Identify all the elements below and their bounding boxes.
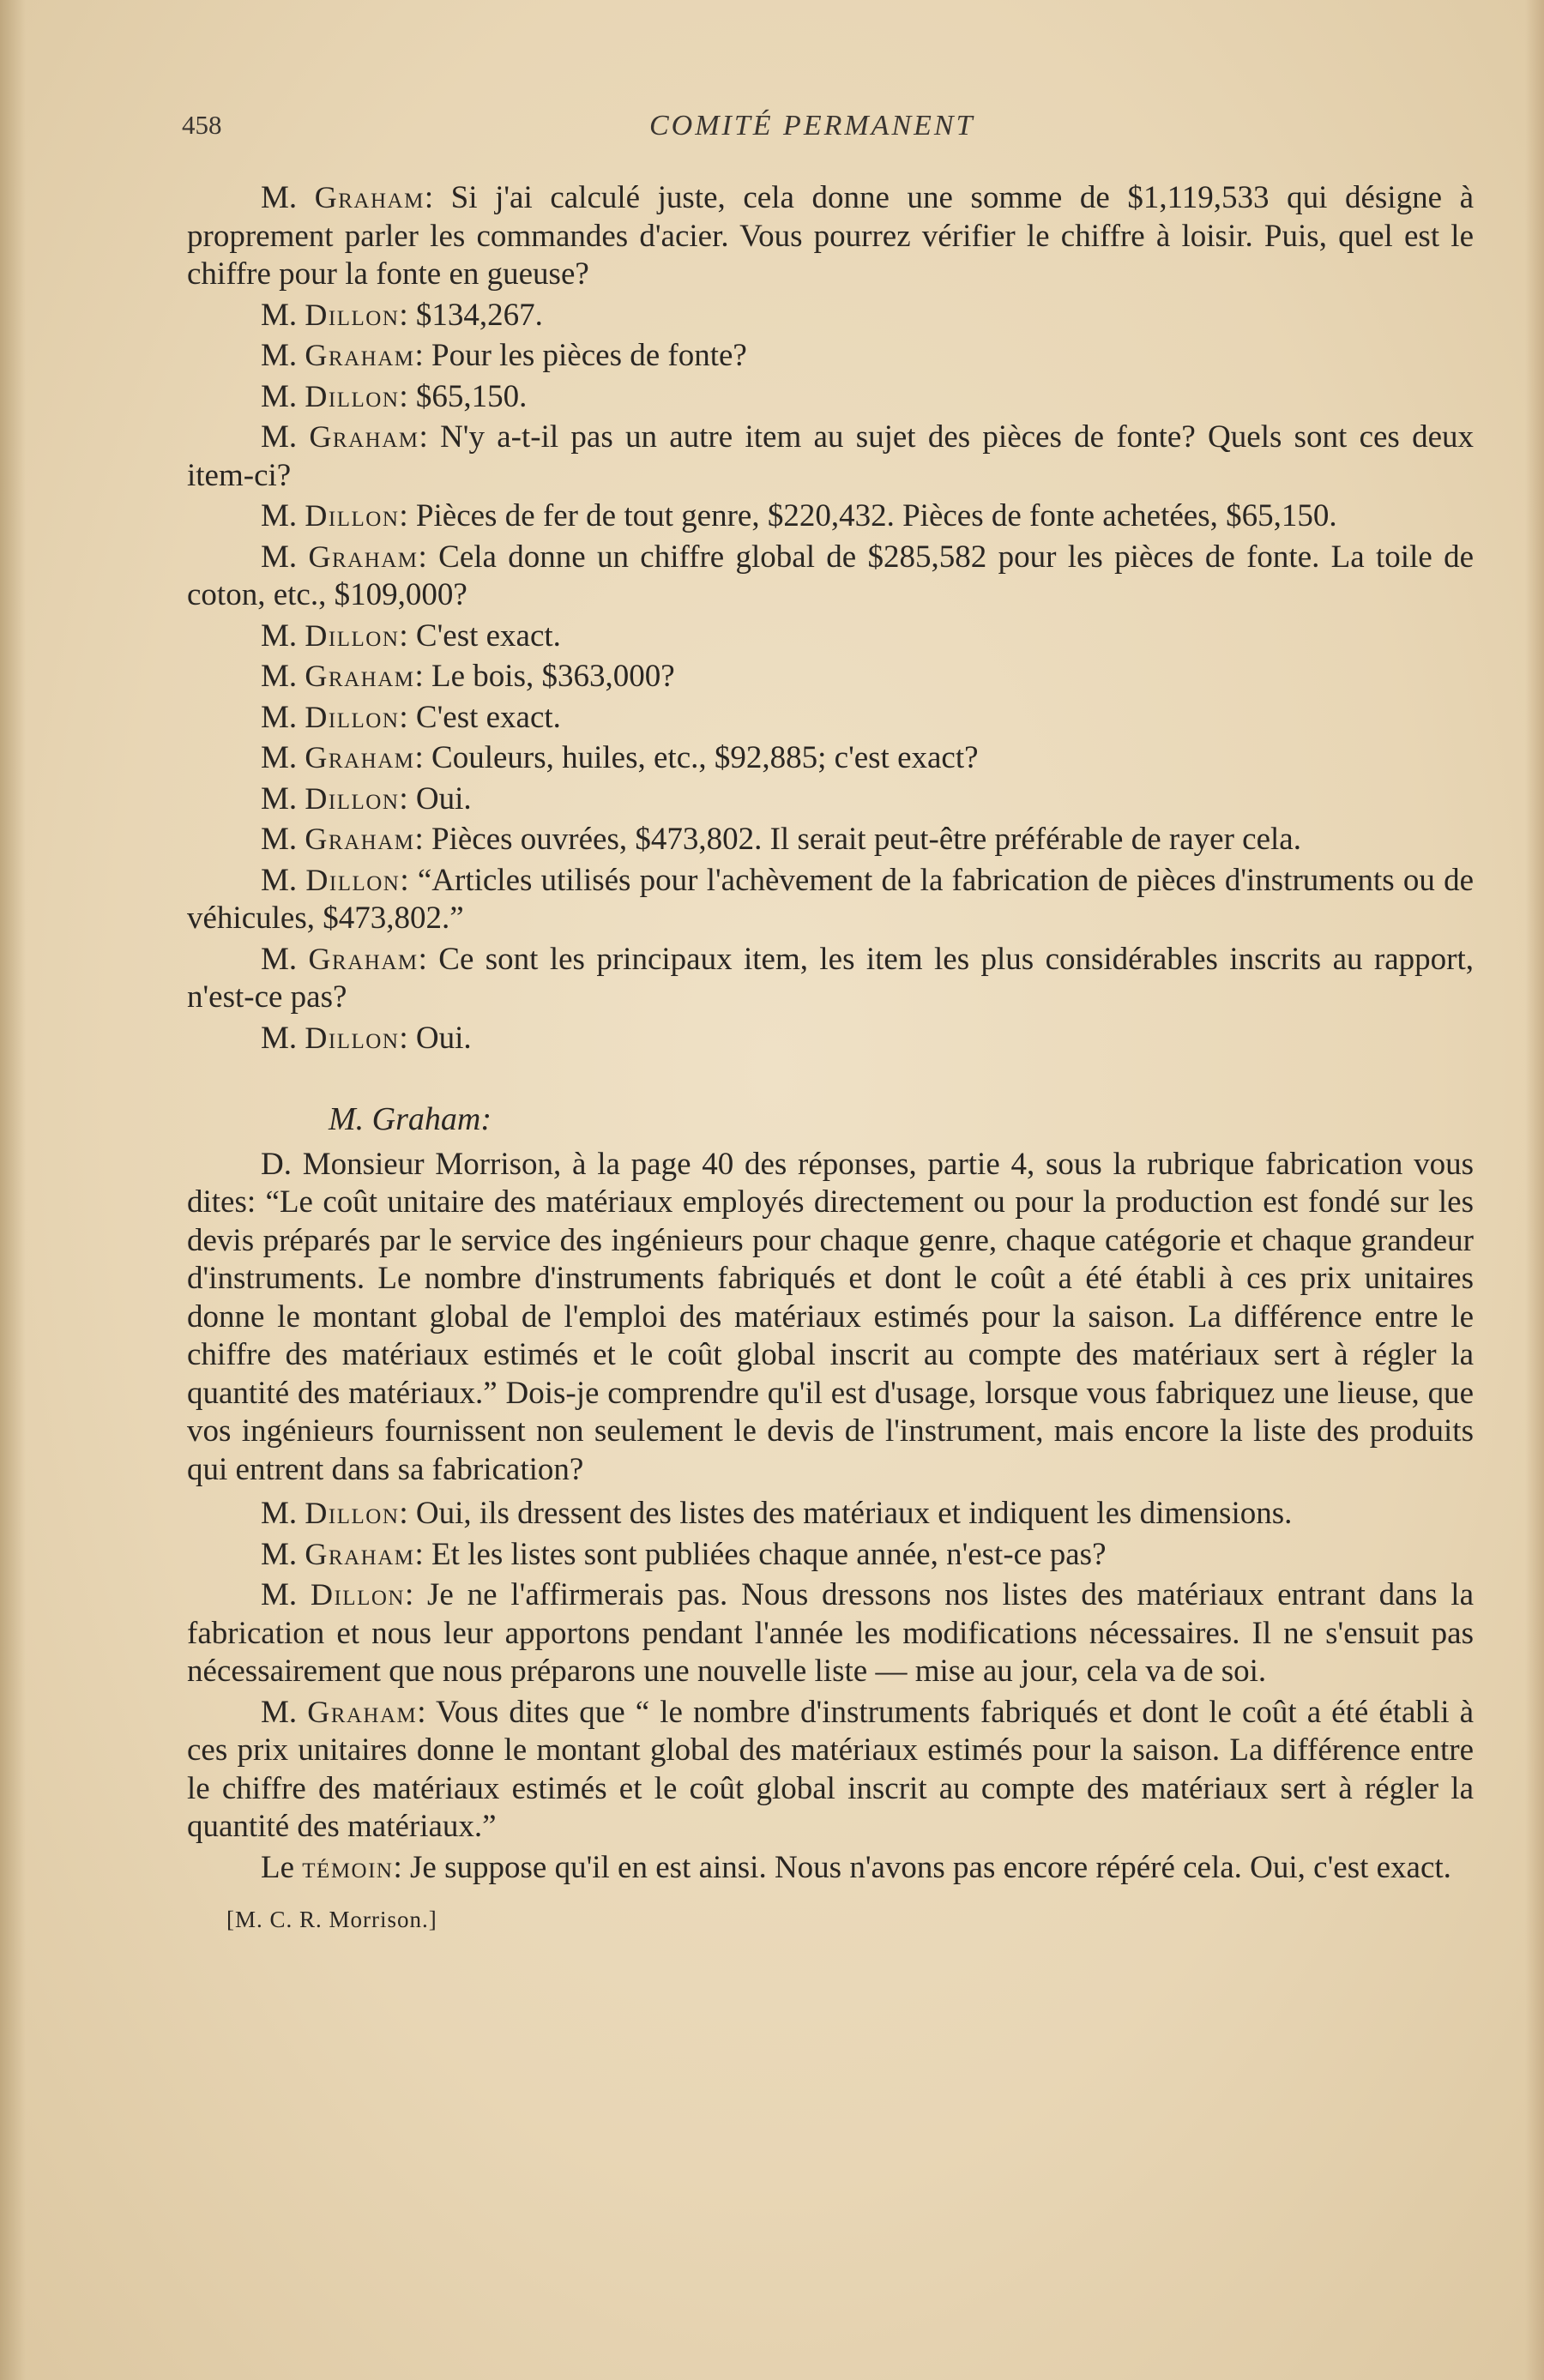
dialogue-line: M. Dillon: Oui.: [261, 780, 472, 816]
speaker-name: Graham: [305, 740, 415, 774]
speaker-name: Graham: [307, 1694, 418, 1729]
question-paragraph: D. Monsieur Morrison, à la page 40 des réponses, partie 4, sous la rubrique fabrication vous dites: “Le coût unitaire des matériaux employés directement ou pour la production est fondé sur les devis préparés par le service des ingénieurs pour chaque genre, chaque catégorie et chaque grandeur d'instruments. Le nombre d'instruments fabriqués et dont le coût a été établi à ces prix unitaires donne le montant global de l'emploi des matériaux estimés pour la saison. La différence entre le chiffre des matériaux estimés et le coût global inscrit au compte des matériaux sert à régler la quantité des matériaux.” Dois-je comprendre qu'il est d'usage, lorsque vous fabriquez une lieuse, que vos ingénieurs fournissent non seulement le devis de l'instrument, mais encore la liste des produits qui entrent dans sa fabrication?: [187, 1146, 1474, 1487]
dialogue-line: M. Graham: Cela donne un chiffre global de $285,582 pour les pièces de fonte. La toile de coton, etc., $109,000?: [187, 539, 1475, 612]
dialogue-line: M. Dillon: Oui, ils dressent des listes des matériaux et indiquent les dimensions.: [261, 1496, 1293, 1531]
dialogue-line: M. Dillon: C'est exact.: [261, 699, 561, 735]
speaker-name: Graham: [305, 659, 415, 693]
speaker-name: Dillon: [305, 378, 400, 413]
speaker-name: Graham: [309, 419, 419, 454]
speaker-name: Dillon: [305, 297, 400, 332]
page-number: 458: [182, 110, 222, 140]
speaker-name: Dillon: [305, 780, 400, 816]
speaker-name: Graham: [305, 1536, 415, 1571]
dialogue-section-1: [187, 178, 1474, 1057]
dialogue-line: M. Graham: Et les listes sont publiées chaque année, n'est-ce pas?: [261, 1536, 1107, 1572]
speaker-name: Graham: [308, 539, 419, 574]
speaker-name: Graham: [305, 338, 415, 372]
dialogue-line: M. Graham: Si j'ai calculé juste, cela donne une somme de $1,119,533 qui désigne à proprement parler les commandes d'acier. Vous pourrez vérifier le chiffre à loisir. Puis, quel est le chiffre pour la fonte en gueuse?: [187, 180, 1475, 292]
speaker-name: Dillon: [305, 1020, 400, 1055]
dialogue-line: M. Dillon: $134,267.: [261, 297, 543, 333]
speaker-name: témoin: [302, 1849, 394, 1884]
dialogue-line: M. Graham: N'y a-t-il pas un autre item au sujet des pièces de fonte? Quels sont ces deux item-ci?: [187, 419, 1475, 493]
speaker-name: Graham: [314, 180, 425, 214]
running-title: COMITÉ PERMANENT: [649, 110, 975, 142]
dialogue-line: M. Dillon: Je ne l'affirmerais pas. Nous dressons nos listes des matériaux entrant dans la fabrication et nous leur apportons pendant l'année les modifications nécessaires. Il ne s'ensuit pas nécessairement que nous préparons une nouvelle liste — mise au jour, cela va de soi.: [187, 1577, 1475, 1689]
speaker-name: Dillon: [305, 699, 400, 734]
dialogue-line: M. Graham: Le bois, $363,000?: [261, 659, 675, 694]
dialogue-line: M. Graham: Couleurs, huiles, etc., $92,885; c'est exact?: [261, 740, 979, 775]
page-body: [187, 178, 1474, 1939]
speaker-name: Dillon: [305, 498, 400, 533]
dialogue-line: M. Dillon: “Articles utilisés pour l'achèvement de la fabrication de pièces d'instruments ou de véhicules, $473,802.”: [187, 862, 1475, 936]
dialogue-line: M. Graham: Pièces ouvrées, $473,802. Il serait peut-être préférable de rayer cela.: [261, 822, 1301, 857]
speaker-name: Graham: [308, 941, 419, 976]
dialogue-line: M. Graham: Ce sont les principaux item, les item les plus considérables inscrits au rapport, n'est-ce pas?: [187, 941, 1474, 1015]
dialogue-section-2: [187, 1494, 1474, 1887]
examiner-subheading: M. Graham:: [329, 1101, 492, 1137]
speaker-name: Dillon: [305, 618, 400, 653]
witness-note: [M. C. R. Morrison.]: [226, 1907, 437, 1932]
speaker-name: Graham: [305, 822, 415, 856]
page-header: [182, 110, 1469, 153]
dialogue-line: M. Graham: Vous dites que “ le nombre d'instruments fabriqués et dont le coût a été établi à ces prix unitaires donne le montant global des matériaux estimés pour la saison. La différence entre le chiffre des matériaux estimés et le coût global inscrit au compte des matériaux sert à régler la quantité des matériaux.”: [187, 1694, 1474, 1844]
speaker-name: Dillon: [305, 862, 401, 897]
dialogue-line: M. Dillon: Oui.: [261, 1020, 472, 1056]
dialogue-line: M. Graham: Pour les pièces de fonte?: [261, 338, 747, 373]
dialogue-line: M. Dillon: C'est exact.: [261, 618, 561, 654]
dialogue-line: M. Dillon: Pièces de fer de tout genre, $220,432. Pièces de fonte achetées, $65,150.: [261, 498, 1337, 533]
dialogue-line: Le témoin: Je suppose qu'il en est ainsi. Nous n'avons pas encore répéré cela. Oui, c'est exact.: [261, 1849, 1451, 1885]
speaker-name: Dillon: [305, 1496, 400, 1530]
speaker-name: Dillon: [310, 1577, 405, 1612]
dialogue-line: M. Dillon: $65,150.: [261, 378, 528, 414]
